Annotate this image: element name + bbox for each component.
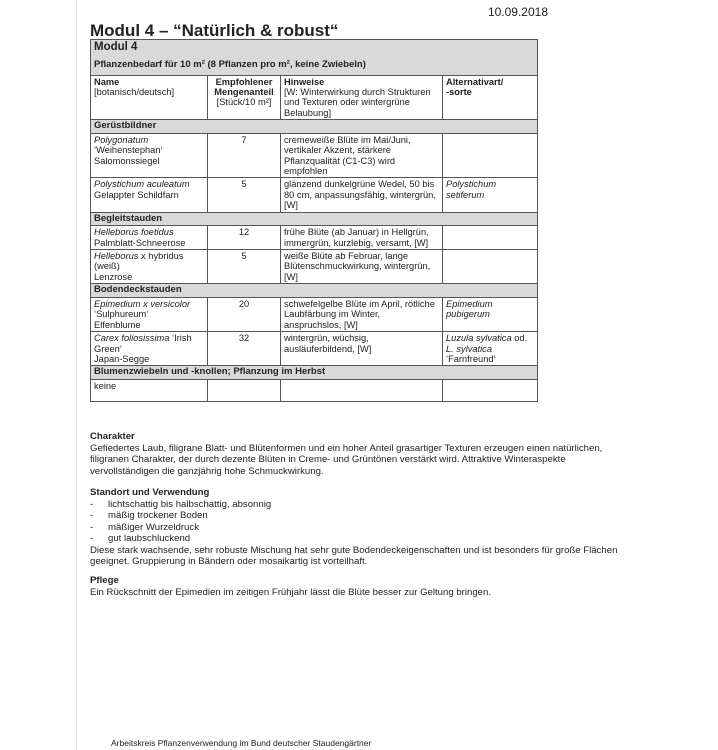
plant-common-name: Salomonssiegel xyxy=(94,155,160,166)
plant-name-cell xyxy=(91,226,208,250)
plant-cultivar: ‘Weihenstephan‘ xyxy=(94,145,163,156)
pflege-heading: Pflege xyxy=(90,575,119,586)
plant-amount: 32 xyxy=(208,332,281,366)
plant-amount: 12 xyxy=(208,226,281,250)
plant-name-cell xyxy=(91,178,208,212)
plant-amount: 5 xyxy=(208,250,281,284)
module-header-row xyxy=(91,40,538,76)
list-item-text: gut laubschluckend xyxy=(108,533,191,544)
plant-alternative-species: Luzula sylvatica xyxy=(446,333,512,344)
plant-botanical-name: Polystichum aculeatum xyxy=(94,179,190,190)
standort-section xyxy=(90,487,630,568)
plant-botanical-name-line xyxy=(94,333,204,343)
list-item: - lichtschattig bis halbschattig, absonnig xyxy=(90,498,272,510)
pflege-text: Ein Rückschnitt der Epimedien im zeitigen Frühjahr lässt die Blüte besser zur Geltung bringen. xyxy=(90,586,492,598)
table-row xyxy=(91,250,538,284)
table-row xyxy=(91,178,538,212)
list-item-text: mäßig trockener Boden xyxy=(108,510,208,521)
page-footer: Arbeitskreis Pflanzenverwendung im Bund deutscher Staudengärtner xyxy=(111,738,372,748)
plant-alternative-line: L. sylvatica xyxy=(446,343,492,354)
plant-name-cell: keine xyxy=(91,379,208,401)
plant-alternative-line: Polystichum xyxy=(446,179,497,190)
table-row xyxy=(91,133,538,178)
table-row xyxy=(91,332,538,366)
column-header-row xyxy=(91,75,538,120)
plant-botanical-name: Helleborus foetidus xyxy=(94,227,174,238)
column-header-alt xyxy=(443,75,538,120)
plant-common-name: Elfenblume xyxy=(94,319,141,330)
list-item-text: mäßiger Wurzeldruck xyxy=(108,521,199,533)
list-item: - mäßig trockener Boden xyxy=(90,510,208,521)
section-label: Bodendeckstauden xyxy=(91,284,538,298)
module-subtitle: Pflanzenbedarf für 10 m² (8 Pflanzen pro m², keine Zwiebeln) xyxy=(94,58,366,70)
plant-notes: wintergrün, wüchsig, ausläuferbildend, [W] xyxy=(281,332,443,366)
document-date: 10.09.2018 xyxy=(487,5,548,19)
plant-name-cell xyxy=(91,332,208,366)
plant-alternative-line: setiferum xyxy=(446,189,485,200)
plant-notes: cremeweiße Blüte im Mai/Juni, vertikaler Akzent, stärkere Pflanzqualität (C1-C3) wird empfohlen xyxy=(281,133,443,178)
plant-species: Carex foliosissima xyxy=(94,333,170,344)
plant-genus: Helleborus xyxy=(94,251,139,262)
plant-variety-note: (weiß) xyxy=(94,261,120,272)
plant-name-cell xyxy=(91,297,208,331)
plant-common-name: Japan-Segge xyxy=(94,353,150,364)
column-header-notes xyxy=(281,75,443,120)
column-header-notes-sub: [W: Winterwirkung durch Strukturen und Texturen oder wintergrüne Belaubung] xyxy=(284,86,431,118)
section-row xyxy=(91,366,538,380)
charakter-text: Gefiedertes Laub, filigrane Blatt- und Blütenformen und ein hoher Anteil grasartiger Texturen erzeugen einen natürlichen, filigranen Charakter, der durch dezente Blüten in Creme- und Grüntönen verstärkt wird. Attraktive Winteraspekte vervollständigen die ganzjährig hohe Schmuckwirkung. xyxy=(90,442,603,477)
column-header-alt-line1: Alternativart/ xyxy=(446,76,504,87)
section-row xyxy=(91,212,538,226)
plant-alternative xyxy=(443,379,538,401)
column-header-amount-line1: Empfohlener xyxy=(215,76,273,87)
plant-cultivar: ‘Sulphureum‘ xyxy=(94,309,149,320)
module-title: Modul 4 xyxy=(94,41,138,53)
column-header-name xyxy=(91,75,208,120)
plant-alternative-line: pubigerum xyxy=(446,309,490,320)
section-label: Gerüstbildner xyxy=(91,120,538,134)
column-header-amount-unit: [Stück/10 m²] xyxy=(216,97,272,108)
plant-notes: glänzend dunkelgrüne Wedel, 50 bis 80 cm, anpassungsfähig, wintergrün, [W] xyxy=(281,178,443,212)
list-item: - gut laubschluckend xyxy=(90,533,191,544)
plant-hybrid: x hybridus xyxy=(138,251,184,262)
plant-notes: schwefelgelbe Blüte im April, rötliche Laubfärbung im Winter, anspruchslos, [W] xyxy=(281,297,443,331)
plant-requirement-table xyxy=(90,39,538,402)
plant-alternative xyxy=(443,178,538,212)
standort-text: Diese stark wachsende, sehr robuste Mischung hat sehr gute Bodendeckeigenschaften und ist besonders für große Flächen geeignet. Gruppierung in Bändern oder mosaikartig ist vorteilhaft. xyxy=(90,544,618,567)
plant-alternative xyxy=(443,133,538,178)
column-header-alt-line2: -sorte xyxy=(446,86,472,97)
column-header-amount-line2: Mengenanteil xyxy=(214,86,274,97)
pflege-section xyxy=(90,575,630,598)
section-row xyxy=(91,284,538,298)
table-row xyxy=(91,297,538,331)
plant-alternative-line: Epimedium xyxy=(446,298,493,309)
plant-name-cell xyxy=(91,133,208,178)
plant-alternative xyxy=(443,297,538,331)
section-label: Blumenzwiebeln und -knollen; Pflanzung im Herbst xyxy=(91,366,538,380)
plant-amount: 20 xyxy=(208,297,281,331)
charakter-heading: Charakter xyxy=(90,431,135,442)
column-header-name-title: Name xyxy=(94,76,120,87)
plant-amount: 5 xyxy=(208,178,281,212)
column-header-notes-title: Hinweise xyxy=(284,76,325,87)
plant-notes: frühe Blüte (ab Januar) in Hellgrün, immergrün, kurzlebig, versamt, [W] xyxy=(281,226,443,250)
list-item-text: lichtschattig bis halbschattig, absonnig xyxy=(108,498,272,510)
list-item: - mäßiger Wurzeldruck xyxy=(90,521,199,533)
plant-alternative xyxy=(443,226,538,250)
section-label: Begleitstauden xyxy=(91,212,538,226)
table-row xyxy=(91,379,538,401)
plant-botanical-name-line xyxy=(94,251,204,261)
plant-notes xyxy=(281,379,443,401)
plant-alternative xyxy=(443,332,538,366)
page-title: Modul 4 – “Natürlich & robust“ xyxy=(90,21,339,40)
column-header-name-sub: [botanisch/deutsch] xyxy=(94,86,175,97)
plant-common-name: Lenzrose xyxy=(94,271,133,282)
plant-alternative-or: od. xyxy=(511,333,528,344)
plant-botanical-name: Polygonatum xyxy=(94,134,149,145)
plant-cultivar-cont: Green‘ xyxy=(94,343,122,354)
plant-amount: 7 xyxy=(208,133,281,178)
charakter-section xyxy=(90,431,630,477)
plant-amount xyxy=(208,379,281,401)
plant-notes: weiße Blüte ab Februar, lange Blütenschmuckwirkung, wintergrün, [W] xyxy=(281,250,443,284)
plant-common-name: Palmblatt-Schneerose xyxy=(94,237,186,248)
plant-name-cell xyxy=(91,250,208,284)
section-row xyxy=(91,120,538,134)
plant-alternative xyxy=(443,250,538,284)
table-row xyxy=(91,226,538,250)
plant-cultivar: ‘Irish xyxy=(169,333,192,344)
plant-alternative-line xyxy=(446,333,534,343)
module-header-cell xyxy=(91,40,538,76)
standort-heading: Standort und Verwendung xyxy=(90,487,210,498)
column-header-amount xyxy=(208,75,281,120)
plant-alternative-line: ‘Farnfreund‘ xyxy=(446,353,496,364)
page-margin-line xyxy=(76,0,77,750)
plant-common-name: Gelappter Schildfarn xyxy=(94,189,179,200)
plant-botanical-name: Epimedium x versicolor xyxy=(94,298,191,309)
